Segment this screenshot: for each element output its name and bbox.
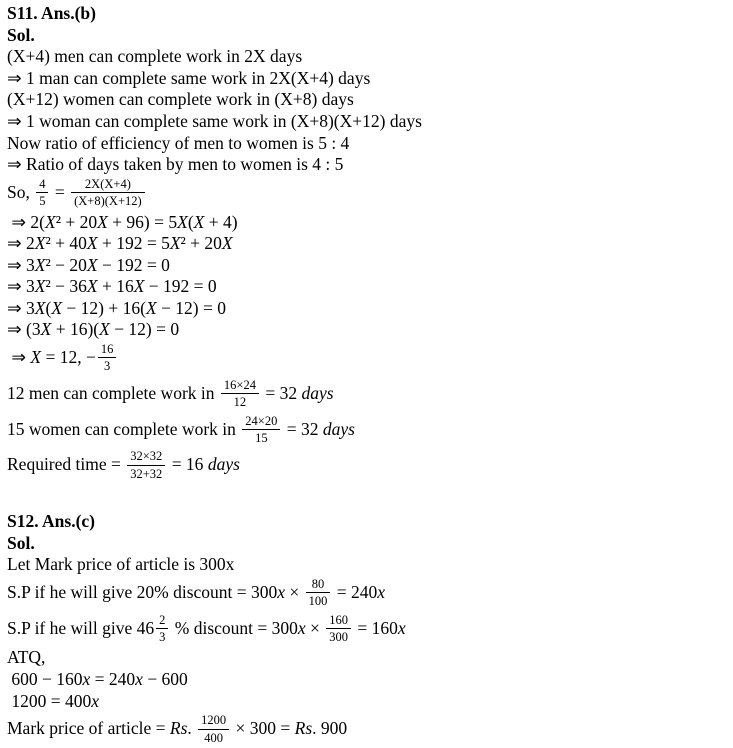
math-variable: X [45,211,56,232]
fraction-numerator: 16×24 [221,378,259,394]
fraction [306,577,331,609]
solution-line: Let Mark price of article is 300x [7,554,235,575]
solution-line: ⇒ (3X + 16)(X − 12) = 0 [7,319,180,340]
math-variable: Rs [169,718,188,739]
fraction-denominator: 100 [308,594,328,609]
fraction-denominator: 300 [329,629,349,644]
solution-line: ⇒ 1 man can complete same work in 2X(X+4) days [7,67,371,88]
math-variable: X [193,211,205,232]
math-variable: x [277,581,286,602]
math-variable: X [177,211,188,232]
sol-label: Sol. [7,532,35,553]
fraction-denominator: 15 [255,430,268,445]
math-variable: X [97,211,108,232]
math-variable: days [322,418,355,439]
math-variable: X [133,276,145,297]
solution-line: ⇒ Ratio of days taken by men to women is 4 : 5 [7,154,344,175]
fraction [156,613,168,645]
fraction-denominator: 3 [159,629,166,644]
fraction [71,177,145,209]
solution-line: (X+4) men can complete work in 2X days [7,46,303,67]
math-variable: x [135,668,143,689]
solution-line: ⇒ 1 woman can complete same work in (X+8)(X+12) days [7,110,422,131]
solution-line: S.P if he will give 46 $\frac{2}{3}$ % discount = 300x × $\frac{160}{300}$ = 160x [7,612,406,644]
solution-section-s12 [7,511,733,748]
math-variable: X [34,297,46,318]
math-variable: X [40,319,52,340]
fraction [98,342,117,374]
fraction-numerator: 4 [36,177,48,193]
fraction-numerator: 2 [156,613,168,629]
solution-line: ⇒ 2X² + 40X + 192 = 5X² + 20X [7,233,233,254]
solution-line: So, $\frac{4}{5}$ = $\frac{2X(X+4)}{(X+8)(X+12)}$ [7,176,733,212]
fraction-numerator: 1200 [198,713,229,729]
fraction-numerator: 24×20 [242,414,280,430]
solution-line: ⇒ X = 12, − $\frac{16}{3}$ [7,341,733,377]
solution-line: 15 women can complete work in $\frac{24\times 20}{15}$ = 32 days [7,413,355,445]
math-variable: x [297,617,306,638]
fraction [326,613,351,645]
solution-line: ⇒ 3X² − 20X − 192 = 0 [7,254,170,275]
math-variable: X [34,233,46,254]
fraction-numerator: 16 [98,342,117,358]
fraction-denominator: (X+8)(X+12) [74,194,142,209]
math-variable: x [397,617,406,638]
sol-label: Sol. [7,24,35,45]
solution-line: ⇒ 2(X² + 20X + 96) = 5X(X + 4) [7,211,238,232]
answer-heading: S11. Ans.(b) [7,3,96,23]
math-variable: days [207,454,240,475]
fraction [198,713,229,745]
math-variable: X [86,276,98,297]
math-variable: X [34,276,46,297]
solution-line: (X+12) women can complete work in (X+8) days [7,89,354,110]
math-variable: X [99,319,110,340]
fraction [127,449,165,481]
answer-heading: S12. Ans.(c) [7,511,95,532]
fraction-numerator: 160 [326,613,351,629]
solution-line: 12 men can complete work in $\frac{16\times 24}{12}$ = 32 days [7,377,334,410]
math-variable: X [86,254,98,275]
math-variable: X [169,233,181,254]
fraction-numerator: 80 [306,577,331,593]
fraction-denominator: 5 [39,194,46,209]
math-variable: x [91,690,100,711]
fraction [242,414,280,446]
math-variable: x [377,581,386,602]
solution-line: Mark price of article = Rs. $\frac{1200}{400}$ × 300 = Rs. 900 [7,713,348,745]
math-variable: Rs [294,718,313,739]
fraction-denominator: 3 [104,359,111,374]
math-variable: X [86,233,98,254]
solution-line: 1200 = 400x [7,690,100,711]
fraction [36,177,48,209]
solution-line: ATQ, [7,647,46,668]
math-variable: X [145,297,157,318]
solution-line: ⇒ 3X(X − 12) + 16(X − 12) = 0 [7,297,226,318]
solution-section-s11 [7,3,733,484]
solution-line: 600 − 160x = 240x − 600 [7,668,188,689]
math-variable: X [34,254,46,275]
solution-line: ⇒ 3X² − 36X + 16X − 192 = 0 [7,276,217,297]
fraction-denominator: 400 [204,730,224,745]
fraction-numerator: 2X(X+4) [71,177,145,193]
fraction-numerator: 32×32 [127,449,165,465]
math-variable: x [82,668,91,689]
math-variable: X [51,297,63,318]
fraction-denominator: 12 [233,395,247,410]
solution-line: Required time = $\frac{32\times 32}{32+32}$ = 16 days [7,449,240,481]
fraction [221,378,259,410]
solution-line: S.P if he will give 20% discount = 300x × $\frac{80}{100}$ = 240x [7,576,386,609]
fraction-denominator: 32+32 [130,466,163,481]
math-variable: days [301,382,334,403]
math-variable: X [221,233,233,254]
solution-line: Now ratio of efficiency of men to women is 5 : 4 [7,132,350,153]
math-variable: X [30,346,42,367]
